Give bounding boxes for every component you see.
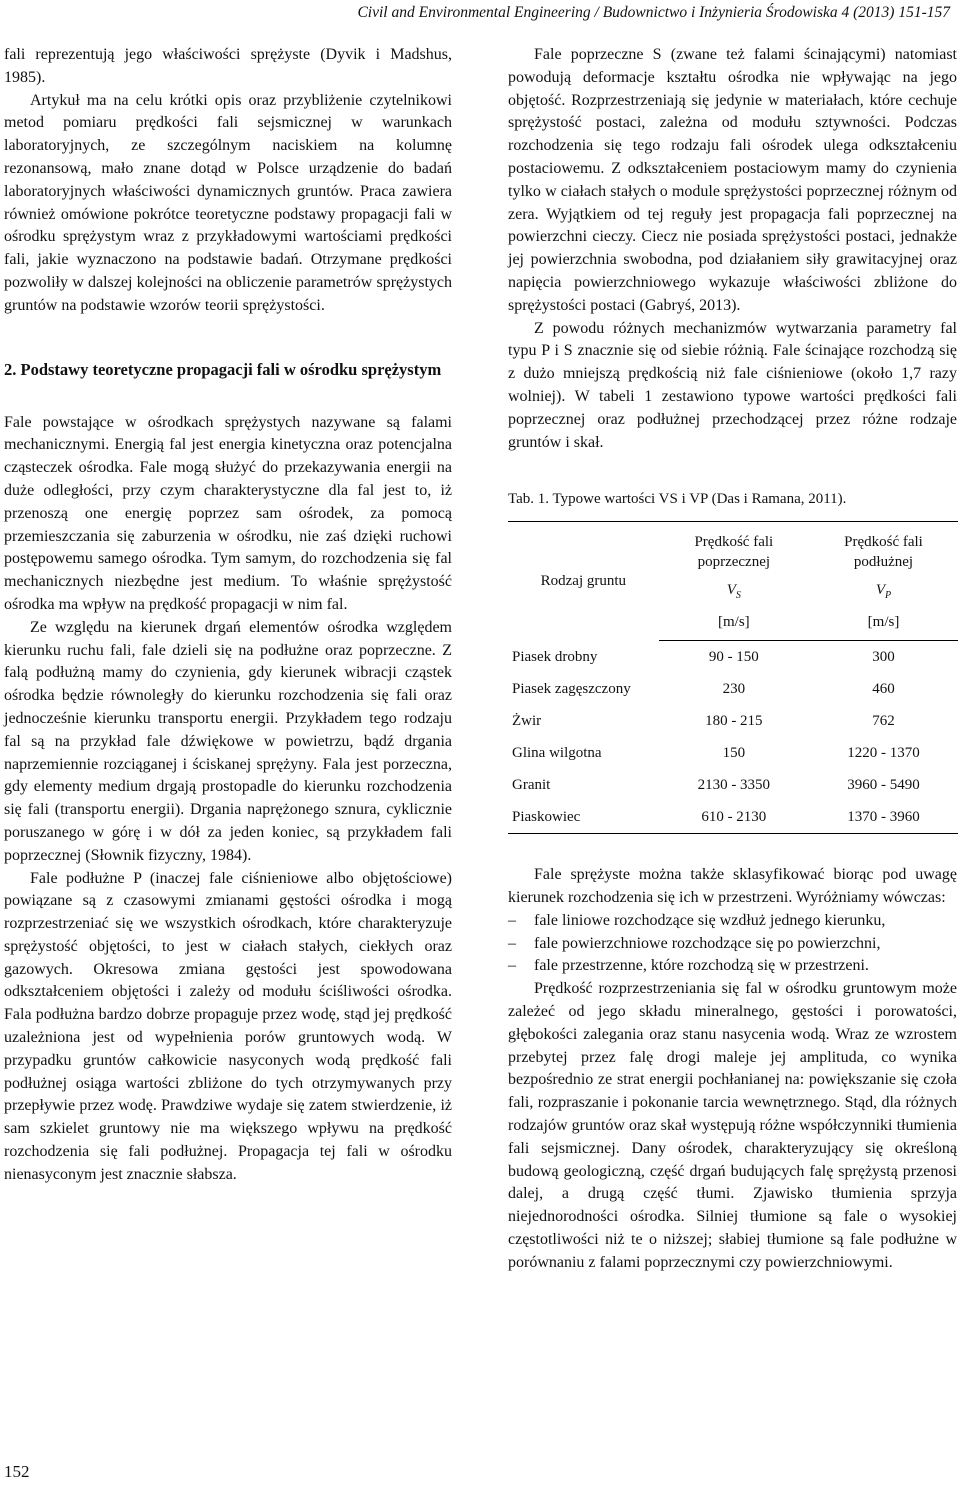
table-cell-soil: Żwir — [512, 713, 542, 730]
section-heading: 2. Podstawy teoretyczne propagacji fali w ośrodku sprężystym — [4, 359, 442, 379]
left-column — [4, 44, 452, 1187]
table-row — [508, 673, 958, 705]
table-cell-vs: 610 - 2130 — [659, 801, 809, 834]
table-row — [508, 705, 958, 737]
list-item: – fale liniowe rozchodzące się wzdłuż jednego kierunku, — [508, 910, 957, 933]
table-cell-vp: 460 — [872, 681, 895, 698]
paragraph-wave-mechanisms: Z powodu różnych mechanizmów wytwarzania parametry fal typu P i S znacznie się od siebie różnią. Fale ścinające rozchodzą się z dużo mniejszą prędkością niż fale ciśnieniowe (około 1,7 razy wolniej). W tabeli 1 zestawiono typowe wartości prędkości fali poprzecznej oraz podłużnej przechodzącej przez różne rodzaje gruntów i skał. — [508, 319, 957, 451]
table-symbol-vp: $V_P$ — [875, 582, 892, 602]
table-cell-vp: 1370 - 3960 — [809, 801, 958, 834]
table-caption: Tab. 1. Typowe wartości VS i VP (Das i Ramana, 2011). — [508, 491, 847, 508]
wave-velocity-table — [508, 521, 958, 834]
wave-type-list — [508, 910, 957, 978]
table-cell-soil: Glina wilgotna — [512, 745, 602, 762]
table-unit-vp: [m/s] — [809, 606, 958, 641]
paragraph-shear-waves: Fale poprzeczne S (zwane też falami ścinającymi) natomiast powodują deformacje kształtu ośrodka nie wpływając na jego objętość. Rozprzestrzeniają się jedynie w materiałach, które cechuje sprężystość postaci, zależna od modułu sztywności. Podczas rozchodzenia się tego rodzaju fali ośrodek ulega odkształceniu postaciowemu. Z odkształceniem postaciowym mamy do czynienia tylko w ciałach stałych o module sprężystości poprzecznej różnym od zera. Wyjątkiem od tej reguły jest propagacja fali poprzecznej na powierzchni cieczy. Ciecz nie posiada sprężystości postaci, jednakże jej powierzchnia swobodna, pod działaniem siły grawitacyjnej oraz napięcia powierzchniowego wykazuje właściwości zbliżone do sprężystości postaci (Gabryś, 2013). — [508, 46, 957, 314]
table-header-vp: Prędkość fali podłużnej — [809, 522, 958, 573]
table-row — [508, 641, 958, 674]
table-cell-soil: Piasek drobny — [512, 648, 598, 665]
table-row — [508, 737, 958, 769]
paragraph-classification: Fale sprężyste można także sklasyfikować biorąc pod uwagę kierunek rozchodzenia się ich w przestrzeni. Wyróżniamy wówczas: — [508, 866, 957, 906]
paragraph-propagation-speed: Prędkość rozprzestrzeniania się fal w ośrodku gruntowym może zależeć od jego składu mineralnego, gęstości i porowatości, głębokości zalegania oraz stanu nasycenia wodą. Wraz ze wzrostem przebytej przez falę drogi maleje jej amplituda, co wynika bezpośrednio ze strat energii pochłanianej na: powiększanie się czoła fali, rozpraszanie i pokonanie tarcia wewnętrznego. Stąd, dla różnych rodzajów gruntów oraz skał występują różne współczynniki tłumienia fali sejsmicznej. Dany ośrodek, charakteryzujący się określoną budową geologiczną, część drgań budujących falę sprężystą przenosi dalej, a drugą część tłumi. Zjawisko tłumienia sprzyja niejednorodności ośrodka. Silniej tłumione są fale o wysokiej częstotliwości niż te o niższej; słabiej tłumione są fale podłużne w porównaniu z falami poprzecznymi czy powierzchniowymi. — [508, 980, 957, 1271]
table-cell-vp: 1220 - 1370 — [847, 745, 920, 762]
table-cell-soil: Piasek zagęszczony — [512, 681, 631, 698]
paragraph-mechanical-waves: Fale powstające w ośrodkach sprężystych nazywane są falami mechanicznymi. Energią fal jest energia kinetyczna oraz potencjalna cząsteczek ośrodka. Fale mogą służyć do przekazywania energii na duże odległości, przy czym charakterystyczne dla fal jest to, iż przenoszą one energię poprzez sam ośrodek, za pomocą przemieszczania się zaburzenia w ośrodku, nie zaś dzięki ruchowi postępowemu samego ośrodka. Tym samym, do rozchodzenia się fal mechanicznych niezbędne jest medium. To właśnie sprężystość ośrodka ma wpływ na prędkość propagacji w nim fal. — [4, 413, 452, 613]
table-cell-soil: Piaskowiec — [508, 801, 659, 834]
table-cell-vs: 230 — [722, 681, 746, 698]
table-cell-vp: 762 — [872, 713, 895, 730]
paragraph-continuation: fali reprezentują jego właściwości sprężyste (Dyvik i Madshus, 1985). — [4, 46, 452, 86]
table-cell-vp: 3960 - 5490 — [847, 777, 920, 794]
table-header-vs: Prędkość fali poprzecznej — [659, 522, 809, 573]
table-unit-vs: [m/s] — [659, 606, 809, 641]
running-header: Civil and Environmental Engineering / Budownictwo i Inżynieria Środowiska 4 (2013) 151-157 — [357, 4, 950, 21]
table-cell-vp: 300 — [872, 649, 895, 666]
right-column — [508, 44, 957, 1274]
table-row — [508, 801, 958, 834]
table-cell-vs: 150 — [722, 745, 746, 762]
table-header-soil: Rodzaj gruntu — [508, 522, 659, 641]
paragraph-article-aim: Artykuł ma na celu krótki opis oraz przybliżenie czytelnikowi metod pomiaru prędkości fali sejsmicznej w warunkach laboratoryjnych, ze szczególnym naciskiem na kolumnę rezonansową, mało znane dotąd w Polsce urządzenie do badań laboratoryjnych właściwości dynamicznych gruntów. Praca zawiera również omówione pokrótce teoretyczne podstawy propagacji fali w ośrodku sprężystym wraz z przykładowymi wartościami prędkości fali, jakie wyznaczono na podstawie badań. Otrzymane prędkości pozwoliły w dalszej kolejności na obliczenie parametrów sprężystych gruntów na podstawie wzorów teorii sprężystości. — [4, 91, 452, 314]
table-cell-vs: 2130 - 3350 — [697, 777, 771, 794]
table-cell-soil: Granit — [512, 777, 551, 794]
table-symbol-vs: $V_S$ — [726, 582, 741, 602]
list-item: – fale powierzchniowe rozchodzące się po powierzchni, — [508, 933, 957, 956]
paragraph-longitudinal-waves: Fale podłużne P (inaczej fale ciśnieniowe albo objętościowe) powiązane są z czasowymi zmianami gęstości ośrodka i mogą rozprzestrzeniać się we wszystkich ośrodkach, które charakteryzuje sprężystość objętości, to jest w ciałach stałych, ciekłych oraz gazowych. Okresowa zmiana gęstości jest spowodowana odkształceniem objętości i zależy od modułu ściśliwości ośrodka. Fala podłużna bardzo dobrze propaguje przez wodę, stąd jej prędkość uzależniona jest od wypełnienia porów gruntowych wodą. W przypadku gruntów całkowicie nasyconych wodą prędkość fali podłużnej osiąga wartości zbliżone do tych otrzymywanych przy przepływie przez wodę. Prawdziwe wydaje się zatem stwierdzenie, iż sam szkielet gruntowy nie ma większego wpływu na prędkość rozchodzenia się fali podłużnej. Propagacja tej fali w ośrodku nienasyconym jest znacznie słabsza. — [4, 869, 452, 1183]
page-number: 152 — [4, 1462, 30, 1481]
table-row — [508, 769, 958, 801]
paragraph-wave-direction: Ze względu na kierunek drgań elementów ośrodka względem kierunku ruchu fali, fale dzieli się na podłużne oraz poprzeczne. Z falą podłużną mamy do czynienia, gdy kierunek wibracji cząstek ośrodka będzie równoległy do kierunku rozchodzenia się fali oraz jednocześnie kierunku transportu energii. Przykładem tego rodzaju fal są na przykład fale dźwiękowe w powietrzu, bądź drgania naprzemiennie rozciąganej i ściskanej sprężyny. Fala jest porzeczna, gdy elementy medium drgają prostopadle do kierunku rozchodzenia się fali (transportu energii). Drgania naprężonego sznura, cyklicznie poruszanego w górę i w dół za jeden koniec, są przykładem fali poprzecznej (Słownik fizyczny, 1984). — [4, 618, 452, 864]
list-item: – fale przestrzenne, które rozchodzą się w przestrzeni. — [508, 955, 957, 978]
table-cell-vs: 180 - 215 — [705, 713, 763, 730]
table-cell-vs: 90 - 150 — [708, 649, 759, 666]
